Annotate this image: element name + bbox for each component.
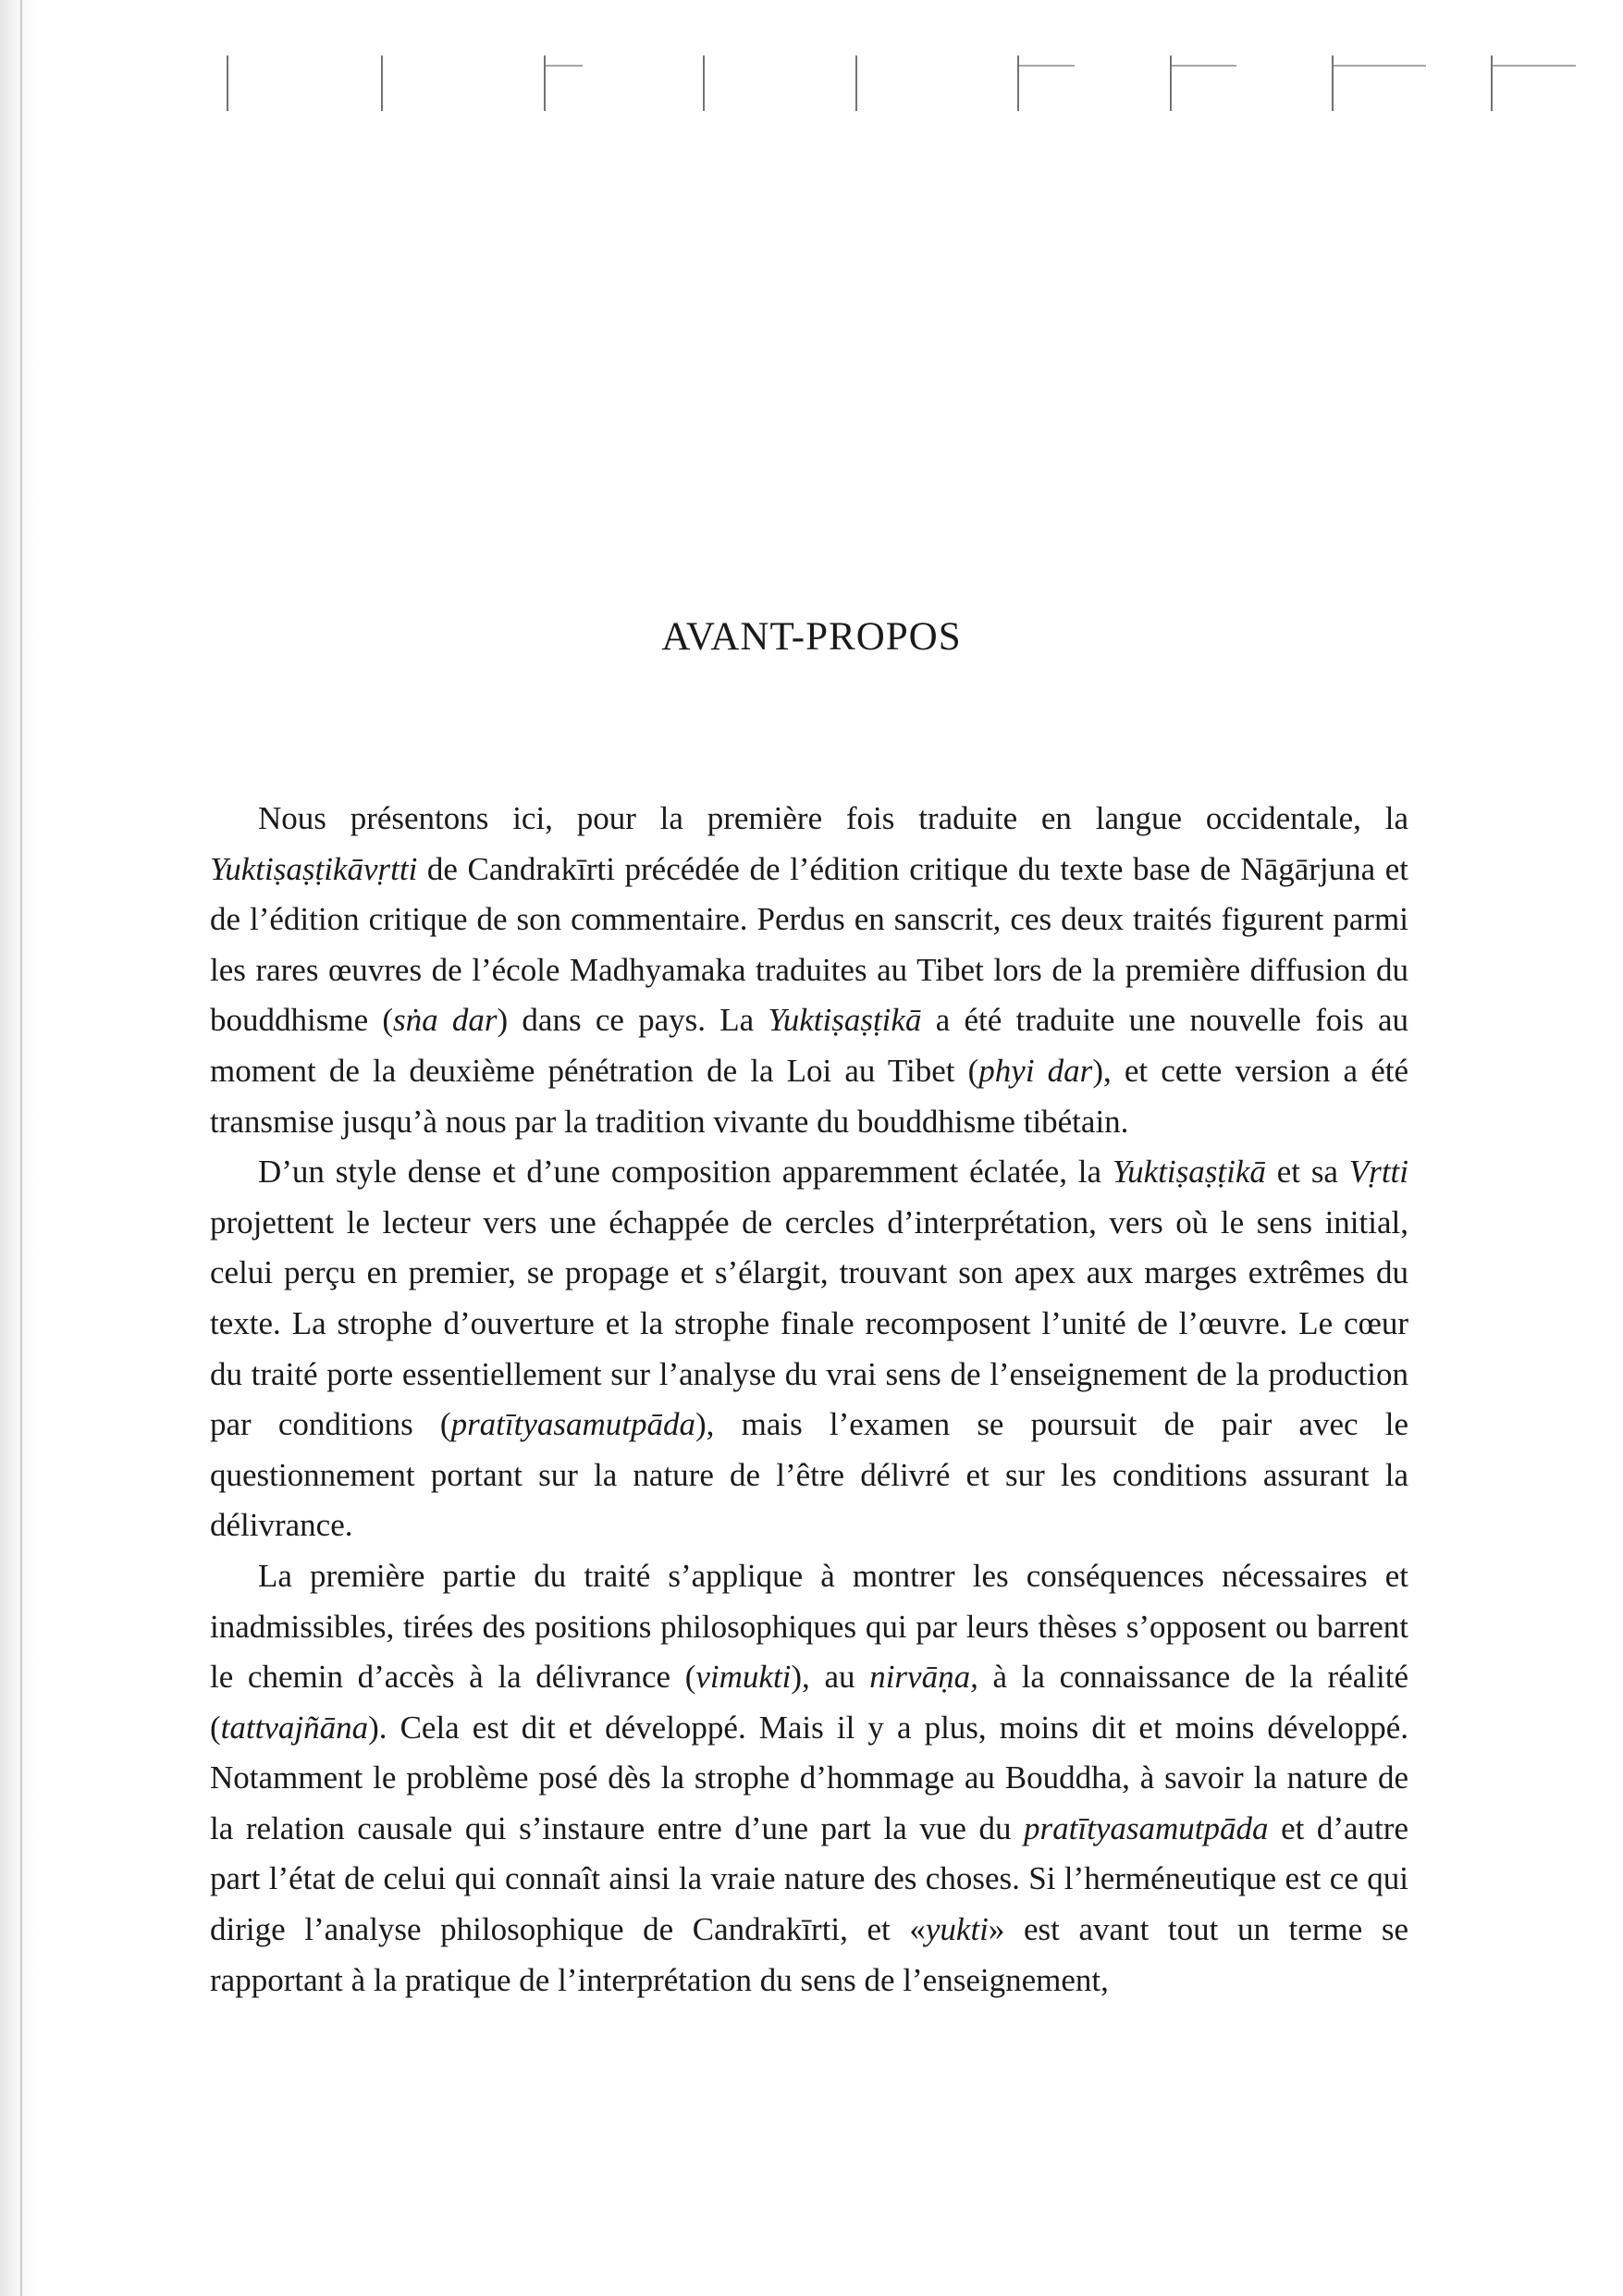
scan-edge-shadow — [0, 0, 37, 2296]
italic-term: phyi dar — [978, 1052, 1093, 1089]
italic-term: Yuktiṣaṣṭikāvṛtti — [210, 850, 418, 887]
text-run: a été traduite une nouvelle fois au moment de la deuxième pénétration de la Loi au Tibet ( — [210, 1002, 1408, 1089]
italic-term: Yuktiṣaṣṭikā — [768, 1002, 922, 1039]
top-mark — [1170, 56, 1172, 111]
top-mark — [1017, 56, 1019, 111]
text-run: » est avant tout un terme se rapportant à la pratique de l’interprétation du sens de l’enseignement, — [210, 1911, 1408, 1998]
paragraph-3 — [210, 1551, 1408, 2006]
text-run: Nous présentons ici, pour la première fois traduite en langue occidentale, la — [258, 800, 1408, 836]
top-mark — [381, 56, 383, 111]
text-run: ) dans ce pays. La — [497, 1002, 768, 1039]
text-run: et d’autre part l’état de celui qui connaît ainsi la vraie nature des choses. Si l’herméneutique est ce qui dirige l’analyse philosophique de Candrakīrti, et « — [210, 1809, 1408, 1948]
top-mark — [1491, 56, 1493, 111]
top-bleed-marks — [0, 37, 1623, 120]
italic-term: sṅa dar — [393, 1002, 498, 1039]
top-mark — [546, 65, 583, 67]
italic-term: Vṛtti — [1348, 1154, 1409, 1191]
top-mark — [855, 56, 857, 111]
body-text — [210, 794, 1408, 2006]
top-mark — [1019, 65, 1075, 67]
top-mark — [227, 56, 228, 111]
top-mark — [1334, 65, 1426, 67]
paragraph-1 — [210, 794, 1408, 1147]
text-run: à la connaissance de la réalité ( — [210, 1659, 1408, 1746]
paragraph-2 — [210, 1147, 1408, 1551]
top-mark — [703, 56, 705, 111]
top-mark — [1332, 56, 1334, 111]
italic-term: Yuktiṣaṣṭikā — [1112, 1154, 1266, 1191]
scan-edge-line — [20, 0, 22, 2296]
text-run: projettent le lecteur vers une échappée de cercles d’interprétation, vers où le sens initial, celui perçu en premier, se propage et s’élargit, trouvant son apex aux marges extrêmes du texte. La strophe d’ouverture et la strophe finale recomposent l’unité de l’œuvre. Le cœur du traité porte essentiellement sur l’analyse du vrai sens de l’enseignement de la production par conditions ( — [210, 1204, 1408, 1443]
text-run: ), au — [791, 1659, 870, 1696]
text-run: de Candrakīrti précédée de l’édition critique du texte base de Nāgārjuna et de l’édition critique de son commentaire. Perdus en sanscrit, ces deux traités figurent parmi les rares œuvres de l’école Madhyamaka traduites au Tibet lors de la première diffusion du bouddhisme ( — [210, 850, 1408, 1039]
italic-term: pratītyasamutpāda — [450, 1406, 696, 1443]
italic-term: vimukti — [695, 1659, 792, 1696]
top-mark — [544, 56, 546, 111]
text-run: ), mais l’examen se poursuit de pair avec le questionnement portant sur la nature de l’être délivré et sur les conditions assurant la délivrance. — [210, 1406, 1408, 1544]
text-run: ). Cela est dit et développé. Mais il y a plus, moins dit et moins développé. Notamment le problème posé dès la strophe d’hommage au Bouddha, à savoir la nature de la relation causale qui s’instaure entre d’une part la vue du — [210, 1709, 1408, 1846]
italic-term: tattvajñāna — [220, 1709, 369, 1746]
italic-term: yukti — [925, 1911, 989, 1948]
top-mark — [1172, 65, 1236, 67]
page-title: AVANT-PROPOS — [661, 615, 962, 659]
text-run: ), et cette version a été transmise jusqu’à nous par la tradition vivante du bouddhisme tibétain. — [210, 1052, 1408, 1140]
text-run: D’un style dense et d’une composition apparemment éclatée, la — [258, 1154, 1113, 1191]
italic-term: nirvāṇa, — [869, 1659, 978, 1696]
top-mark — [1493, 65, 1576, 67]
text-run: et sa — [1265, 1154, 1349, 1191]
italic-term: pratītyasamutpāda — [1024, 1809, 1269, 1846]
text-run: La première partie du traité s’applique à montrer les conséquences nécessaires et inadmissibles, tirées des positions philosophiques qui par leurs thèses s’opposent ou barrent le chemin d’accès à la délivrance ( — [210, 1557, 1408, 1696]
